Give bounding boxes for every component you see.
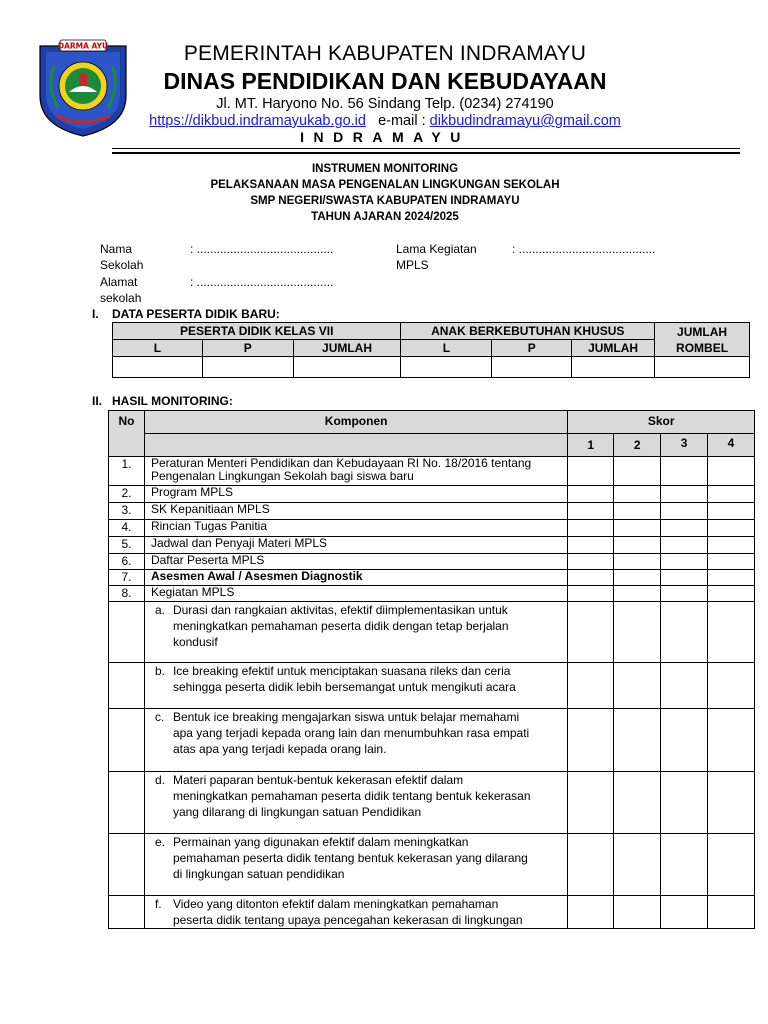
score-cell[interactable]: [568, 457, 614, 486]
score-cell[interactable]: [708, 520, 755, 537]
score-cell[interactable]: [614, 503, 661, 520]
table-row-sub: [109, 834, 755, 896]
score-cell[interactable]: [568, 709, 614, 772]
sub-line: Materi paparan bentuk-bentuk kekerasan efektif dalam: [172, 773, 464, 787]
sub-line: kondusif: [172, 635, 218, 649]
section-1-title: DATA PESERTA DIDIK BARU:: [112, 307, 280, 321]
score-cell[interactable]: [708, 457, 755, 486]
sub-line: Video yang ditonton efektif dalam meningkatkan pemahaman: [172, 897, 499, 911]
score-cell[interactable]: [661, 896, 708, 929]
blank-no-cell: [109, 772, 145, 834]
lama-kegiatan-label: Lama Kegiatan: [396, 242, 477, 256]
score-cell[interactable]: [661, 486, 708, 503]
sub-line: apa yang terjadi kepada orang lain dan menumbuhkan rasa empati: [172, 726, 530, 740]
score-cell[interactable]: [661, 570, 708, 586]
website-link[interactable]: https://dikbud.indramayukab.go.id: [149, 113, 366, 129]
row-number: 1.: [109, 457, 145, 486]
score-cell[interactable]: [614, 520, 661, 537]
score-cell[interactable]: [568, 896, 614, 929]
score-cell[interactable]: [568, 772, 614, 834]
table-row: [109, 570, 755, 586]
sub-text: [173, 834, 528, 882]
emblem-banner-text: DARMA AYU: [57, 41, 109, 51]
table-row-sub: [109, 896, 755, 929]
score-cell[interactable]: [661, 520, 708, 537]
header-abk: ANAK BERKEBUTUHAN KHUSUS: [401, 323, 655, 340]
score-cell[interactable]: [614, 586, 661, 602]
table-row: [109, 457, 755, 486]
score-cell[interactable]: [661, 834, 708, 896]
input-cell-p[interactable]: [202, 357, 293, 378]
score-cell[interactable]: [708, 896, 755, 929]
header-peserta-kelas-vii: PESERTA DIDIK KELAS VII: [113, 323, 401, 340]
header-abk-p: P: [492, 340, 572, 357]
score-cell[interactable]: [661, 772, 708, 834]
sub-line: yang dilarang di lingkungan satuan Pendidikan: [172, 805, 422, 819]
blank-no-cell: [109, 602, 145, 663]
sub-line: meningkatkan pemahaman peserta didik dengan tetap berjalan: [172, 619, 509, 633]
input-cell-rombel[interactable]: [655, 357, 750, 378]
kop-address: Jl. MT. Haryono No. 56 Sindang Telp. (0234) 274190: [216, 96, 554, 112]
table-row: [109, 586, 755, 602]
row-komponen: Program MPLS: [144, 486, 567, 503]
row-komponen: Daftar Peserta MPLS: [144, 554, 567, 570]
kop-government-name: PEMERINTAH KABUPATEN INDRAMAYU: [183, 42, 587, 65]
score-cell[interactable]: [614, 896, 661, 929]
score-cell[interactable]: [614, 554, 661, 570]
score-cell[interactable]: [708, 486, 755, 503]
score-cell[interactable]: [661, 537, 708, 554]
header-abk-l: L: [401, 340, 492, 357]
score-cell[interactable]: [708, 586, 755, 602]
table-row: [109, 486, 755, 503]
table-row-sub: [109, 709, 755, 772]
row-number: 6.: [109, 554, 145, 570]
row-sub-komponen: [144, 896, 567, 929]
sub-text: [173, 602, 509, 650]
row-komponen-line: Peraturan Menteri Pendidikan dan Kebudayaan RI No. 18/2016 tentang: [150, 456, 532, 470]
score-cell[interactable]: [708, 602, 755, 663]
sub-line: Durasi dan rangkaian aktivitas, efektif diimplementasikan untuk: [172, 603, 508, 617]
row-number: 7.: [109, 570, 145, 586]
table-row-sub: [109, 772, 755, 834]
row-number: 5.: [109, 537, 145, 554]
lama-kegiatan-field[interactable]: : .........................................: [512, 242, 656, 256]
input-cell-l[interactable]: [113, 357, 203, 378]
section-2-title: HASIL MONITORING:: [112, 394, 233, 408]
score-cell[interactable]: [708, 709, 755, 772]
row-sub-komponen: [144, 834, 567, 896]
score-cell[interactable]: [614, 663, 661, 709]
score-cell[interactable]: [614, 457, 661, 486]
score-cell[interactable]: [661, 554, 708, 570]
input-cell-abk-l[interactable]: [401, 357, 492, 378]
skor-3: 3: [661, 434, 708, 457]
score-cell[interactable]: [568, 486, 614, 503]
doc-school-scope: SMP NEGERI/SWASTA KABUPATEN INDRAMAYU: [250, 195, 520, 207]
blank-no-cell: [109, 663, 145, 709]
score-cell[interactable]: [661, 586, 708, 602]
header-jumlah-rombel: [655, 323, 750, 357]
row-komponen: Rincian Tugas Panitia: [144, 520, 567, 537]
header-abk-jumlah: JUMLAH: [572, 340, 655, 357]
alamat-label: Alamat: [100, 275, 138, 289]
sub-line: Permainan yang digunakan efektif dalam meningkatkan: [172, 835, 469, 849]
sub-text: [173, 896, 523, 928]
score-cell[interactable]: [568, 537, 614, 554]
doc-title: INSTRUMEN MONITORING: [311, 163, 459, 175]
table-row: [109, 520, 755, 537]
row-number: 4.: [109, 520, 145, 537]
blank-no-cell: [109, 709, 145, 772]
nama-label: Nama: [100, 242, 133, 256]
doc-year: TAHUN AJARAN 2024/2025: [311, 211, 459, 223]
score-cell[interactable]: [708, 570, 755, 586]
header-no: No: [109, 411, 145, 457]
score-cell[interactable]: [614, 602, 661, 663]
score-cell[interactable]: [708, 537, 755, 554]
score-cell[interactable]: [568, 586, 614, 602]
input-cell-abk-jumlah[interactable]: [572, 357, 655, 378]
rombel-label: ROMBEL: [676, 340, 729, 355]
header-skor: Skor: [568, 411, 755, 434]
sub-letter: d.: [154, 773, 165, 787]
sub-text: [173, 772, 531, 820]
score-cell[interactable]: [568, 602, 614, 663]
score-cell[interactable]: [614, 709, 661, 772]
letterhead-rule-thin: [112, 148, 740, 149]
sub-line: di lingkungan satuan pendidikan: [172, 867, 345, 881]
score-cell[interactable]: [661, 503, 708, 520]
header-jumlah: JUMLAH: [293, 340, 401, 357]
header-komponen-blank: [144, 434, 567, 457]
sub-letter: b.: [154, 664, 165, 678]
row-komponen: Kegiatan MPLS: [144, 586, 567, 602]
score-cell[interactable]: [614, 570, 661, 586]
table-row: [109, 554, 755, 570]
score-cell[interactable]: [708, 503, 755, 520]
score-cell[interactable]: [614, 772, 661, 834]
score-cell[interactable]: [708, 554, 755, 570]
sekolah-label: Sekolah: [100, 258, 144, 272]
sekolah-label-2: sekolah: [100, 291, 142, 305]
sub-line: peserta didik tentang upaya pencegahan kekerasan di lingkungan: [172, 913, 523, 927]
row-komponen: Asesmen Awal / Asesmen Diagnostik: [144, 570, 567, 586]
kop-city: INDRAMAYU: [300, 129, 470, 145]
indramayu-emblem-logo: [36, 38, 130, 138]
sub-text: [173, 663, 516, 695]
row-number: 2.: [109, 486, 145, 503]
kop-contact: [130, 113, 640, 129]
score-cell[interactable]: [614, 537, 661, 554]
hasil-monitoring-table: [108, 410, 755, 929]
header-p: P: [202, 340, 293, 357]
section-2-number: II.: [92, 394, 103, 408]
sub-text: [173, 709, 529, 757]
row-sub-komponen: [144, 602, 567, 663]
input-cell-abk-p[interactable]: [492, 357, 572, 378]
row-sub-komponen: [144, 663, 567, 709]
email-label: e-mail :: [378, 113, 426, 129]
section-1-number: I.: [92, 307, 99, 321]
table-row-sub: [109, 602, 755, 663]
mpls-label: MPLS: [396, 258, 429, 272]
skor-4: 4: [708, 434, 755, 457]
score-cell[interactable]: [661, 663, 708, 709]
row-sub-komponen: [144, 772, 567, 834]
peserta-didik-table: [112, 322, 750, 378]
input-cell-jumlah[interactable]: [293, 357, 401, 378]
score-cell[interactable]: [568, 570, 614, 586]
score-cell[interactable]: [708, 834, 755, 896]
nama-sekolah-field[interactable]: : .........................................: [190, 242, 334, 256]
sub-letter: c.: [154, 710, 165, 724]
sub-letter: a.: [154, 603, 165, 617]
sub-line: pemahaman peserta didik tentang bentuk kekerasan yang dilarang: [172, 851, 528, 865]
blank-no-cell: [109, 834, 145, 896]
row-sub-komponen: [144, 709, 567, 772]
score-cell[interactable]: [568, 554, 614, 570]
row-number: 3.: [109, 503, 145, 520]
sub-line: Bentuk ice breaking mengajarkan siswa untuk belajar memahami: [172, 710, 520, 724]
score-cell[interactable]: [614, 486, 661, 503]
sub-line: sehingga peserta didik lebih bersemangat untuk mengikuti acara: [172, 680, 516, 694]
table-row: [109, 537, 755, 554]
sub-line: atas apa yang terjadi kepada orang lain.: [172, 742, 387, 756]
skor-2: 2: [614, 434, 661, 457]
row-number: 8.: [109, 586, 145, 602]
table-row: [109, 503, 755, 520]
row-komponen-line: Pengenalan Lingkungan Sekolah bagi siswa baru: [150, 469, 414, 483]
alamat-sekolah-field[interactable]: : .........................................: [190, 275, 334, 289]
score-cell[interactable]: [568, 834, 614, 896]
score-cell[interactable]: [661, 457, 708, 486]
header-komponen: Komponen: [144, 411, 567, 434]
score-cell[interactable]: [661, 709, 708, 772]
score-cell[interactable]: [568, 503, 614, 520]
doc-subtitle: PELAKSANAAN MASA PENGENALAN LINGKUNGAN SEKOLAH: [210, 179, 560, 191]
skor-1: 1: [568, 434, 614, 457]
sub-line: Ice breaking efektif untuk menciptakan suasana rileks dan ceria: [172, 664, 511, 678]
score-cell[interactable]: [568, 663, 614, 709]
score-cell[interactable]: [661, 602, 708, 663]
score-cell[interactable]: [614, 834, 661, 896]
table-row-sub: [109, 663, 755, 709]
header-l: L: [113, 340, 203, 357]
blank-no-cell: [109, 896, 145, 929]
sub-line: meningkatkan pemahaman peserta didik tentang bentuk kekerasan: [172, 789, 531, 803]
email-link[interactable]: dikbudindramayu@gmail.com: [429, 113, 621, 129]
row-komponen: SK Kepanitiaan MPLS: [144, 503, 567, 520]
score-cell[interactable]: [568, 520, 614, 537]
kop-agency-name: DINAS PENDIDIKAN DAN KEBUDAYAAN: [163, 68, 607, 94]
row-komponen: [144, 457, 567, 486]
sub-letter: e.: [154, 835, 165, 849]
row-komponen: Jadwal dan Penyaji Materi MPLS: [144, 537, 567, 554]
letterhead-rule-thick: [112, 152, 740, 154]
score-cell[interactable]: [708, 772, 755, 834]
jumlah-label: JUMLAH: [677, 324, 728, 339]
sub-letter: f.: [154, 897, 162, 911]
score-cell[interactable]: [708, 663, 755, 709]
